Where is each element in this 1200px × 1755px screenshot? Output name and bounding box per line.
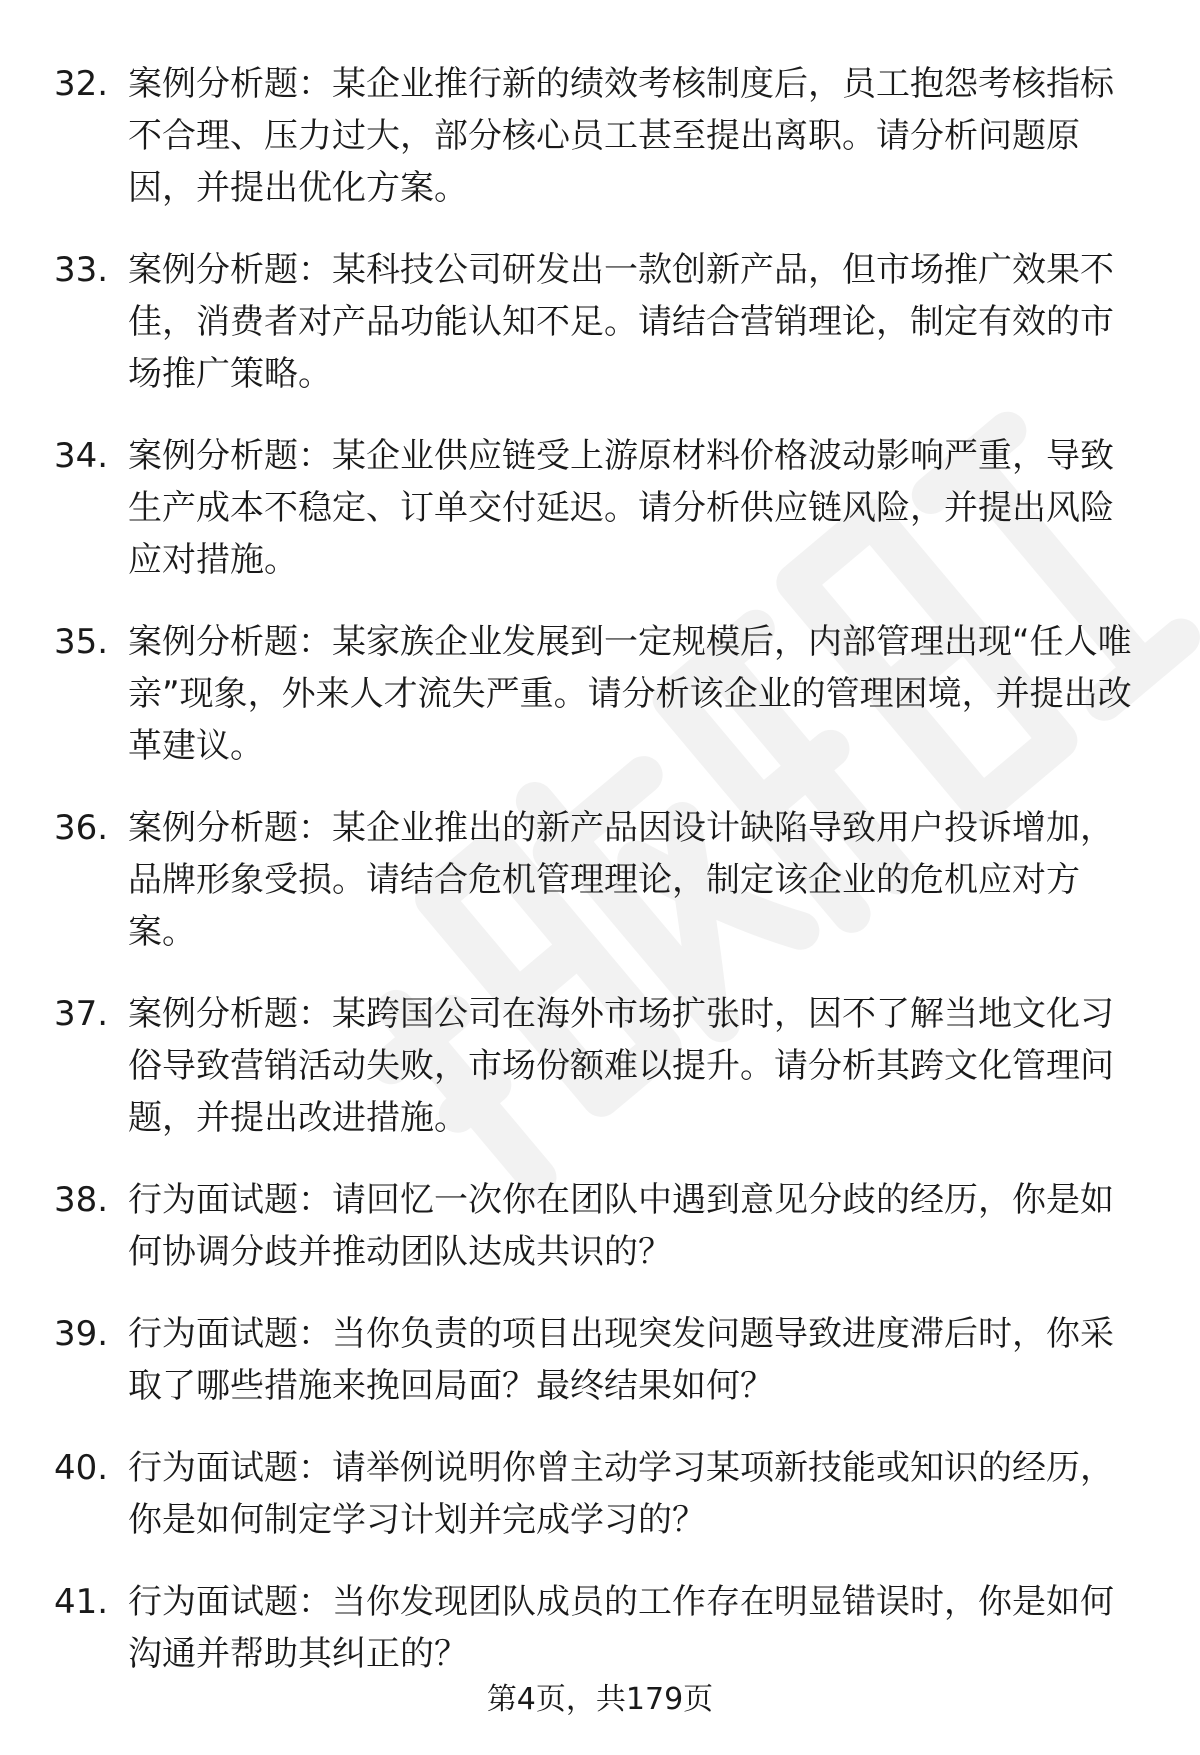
question-number: 34.: [54, 436, 109, 476]
question-text: 行为面试题：当你发现团队成员的工作存在明显错误时，你是如何沟通并帮助其纠正的？: [128, 1582, 1114, 1674]
question-number: 40.: [54, 1448, 109, 1488]
question-text: 行为面试题：请回忆一次你在团队中遇到意见分歧的经历，你是如何协调分歧并推动团队达成共识的？: [128, 1180, 1114, 1272]
question-item-34: [54, 430, 1144, 586]
question-text: 行为面试题：当你负责的项目出现突发问题导致进度滞后时，你采取了哪些措施来挽回局面？最终结果如何？: [128, 1314, 1114, 1406]
question-text: 案例分析题：某科技公司研发出一款创新产品，但市场推广效果不佳，消费者对产品功能认知不足。请结合营销理论，制定有效的市场推广策略。: [128, 250, 1114, 394]
question-item-36: [54, 802, 1144, 958]
question-item-32: [54, 58, 1144, 214]
question-item-35: [54, 616, 1144, 772]
question-item-37: [54, 988, 1144, 1144]
question-text: 案例分析题：某企业供应链受上游原材料价格波动影响严重，导致生产成本不稳定、订单交付延迟。请分析供应链风险，并提出风险应对措施。: [128, 436, 1114, 580]
question-item-41: [54, 1576, 1144, 1680]
question-text: 案例分析题：某企业推行新的绩效考核制度后，员工抱怨考核指标不合理、压力过大，部分核心员工甚至提出离职。请分析问题原因，并提出优化方案。: [128, 64, 1114, 208]
question-item-40: [54, 1442, 1144, 1546]
question-number: 37.: [54, 994, 109, 1034]
question-number: 35.: [54, 622, 109, 662]
question-number: 33.: [54, 250, 109, 290]
question-number: 36.: [54, 808, 109, 848]
question-item-38: [54, 1174, 1144, 1278]
question-text: 案例分析题：某家族企业发展到一定规模后，内部管理出现“任人唯亲”现象，外来人才流失严重。请分析该企业的管理困境，并提出改革建议。: [128, 622, 1132, 766]
question-text: 案例分析题：某跨国公司在海外市场扩张时，因不了解当地文化习俗导致营销活动失败，市场份额难以提升。请分析其跨文化管理问题，并提出改进措施。: [128, 994, 1114, 1138]
question-item-33: [54, 244, 1144, 400]
question-number: 32.: [54, 64, 109, 104]
page-footer: 第4页，共179页: [486, 1682, 714, 1717]
question-number: 38.: [54, 1180, 109, 1220]
question-text: 行为面试题：请举例说明你曾主动学习某项新技能或知识的经历，你是如何制定学习计划并完成学习的？: [128, 1448, 1114, 1540]
question-number: 39.: [54, 1314, 109, 1354]
question-text: 案例分析题：某企业推出的新产品因设计缺陷导致用户投诉增加，品牌形象受损。请结合危机管理理论，制定该企业的危机应对方案。: [128, 808, 1114, 952]
question-number: 41.: [54, 1582, 109, 1622]
question-list: [54, 58, 1144, 1710]
question-item-39: [54, 1308, 1144, 1412]
